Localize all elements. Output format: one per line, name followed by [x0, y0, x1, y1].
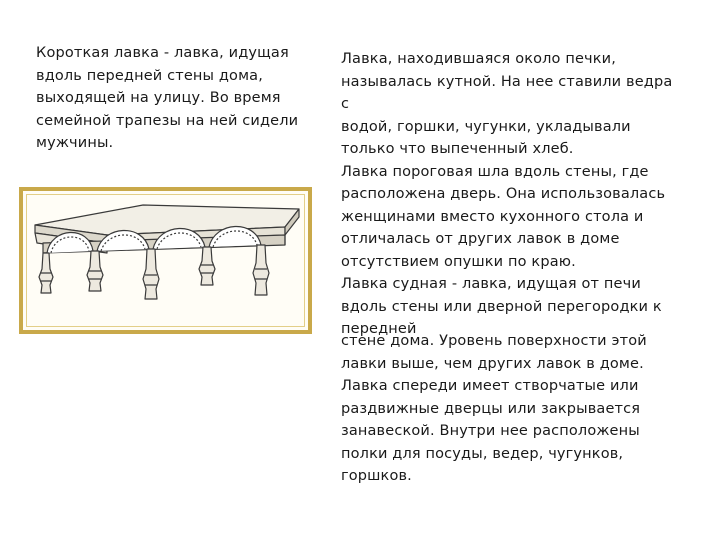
right-paragraph-1: Лавка, находившаяся около печки, называлась кутной. На нее ставили ведра с водой, горшки, чугунки, укладывали только что выпеченный хлеб. Лавка пороговая шла вдоль стены, где расположена дверь. Она использовалась женщинами вместо кухонного стола и отличалась от других лавок в доме отсутствием опушки по краю. Лавка судная - лавка, идущая от печи вдоль стены или дверной перегородки к передней [341, 51, 673, 337]
right-paragraph-2: стене дома. Уровень поверхности этой лавки выше, чем других лавок в доме. Лавка спереди имеет створчатые или раздвижные дверцы или закрывается занавеской. Внутри нее расположены полки для посуды, ведер, чугунков, горшков. [341, 333, 647, 484]
left-paragraph: Короткая лавка - лавка, идущая вдоль передней стены дома, выходящей на улицу. Во время семейной трапезы на ней сидели мужчины. [36, 45, 299, 151]
illustration-frame [19, 187, 312, 334]
bench-illustration-icon [23, 191, 308, 330]
